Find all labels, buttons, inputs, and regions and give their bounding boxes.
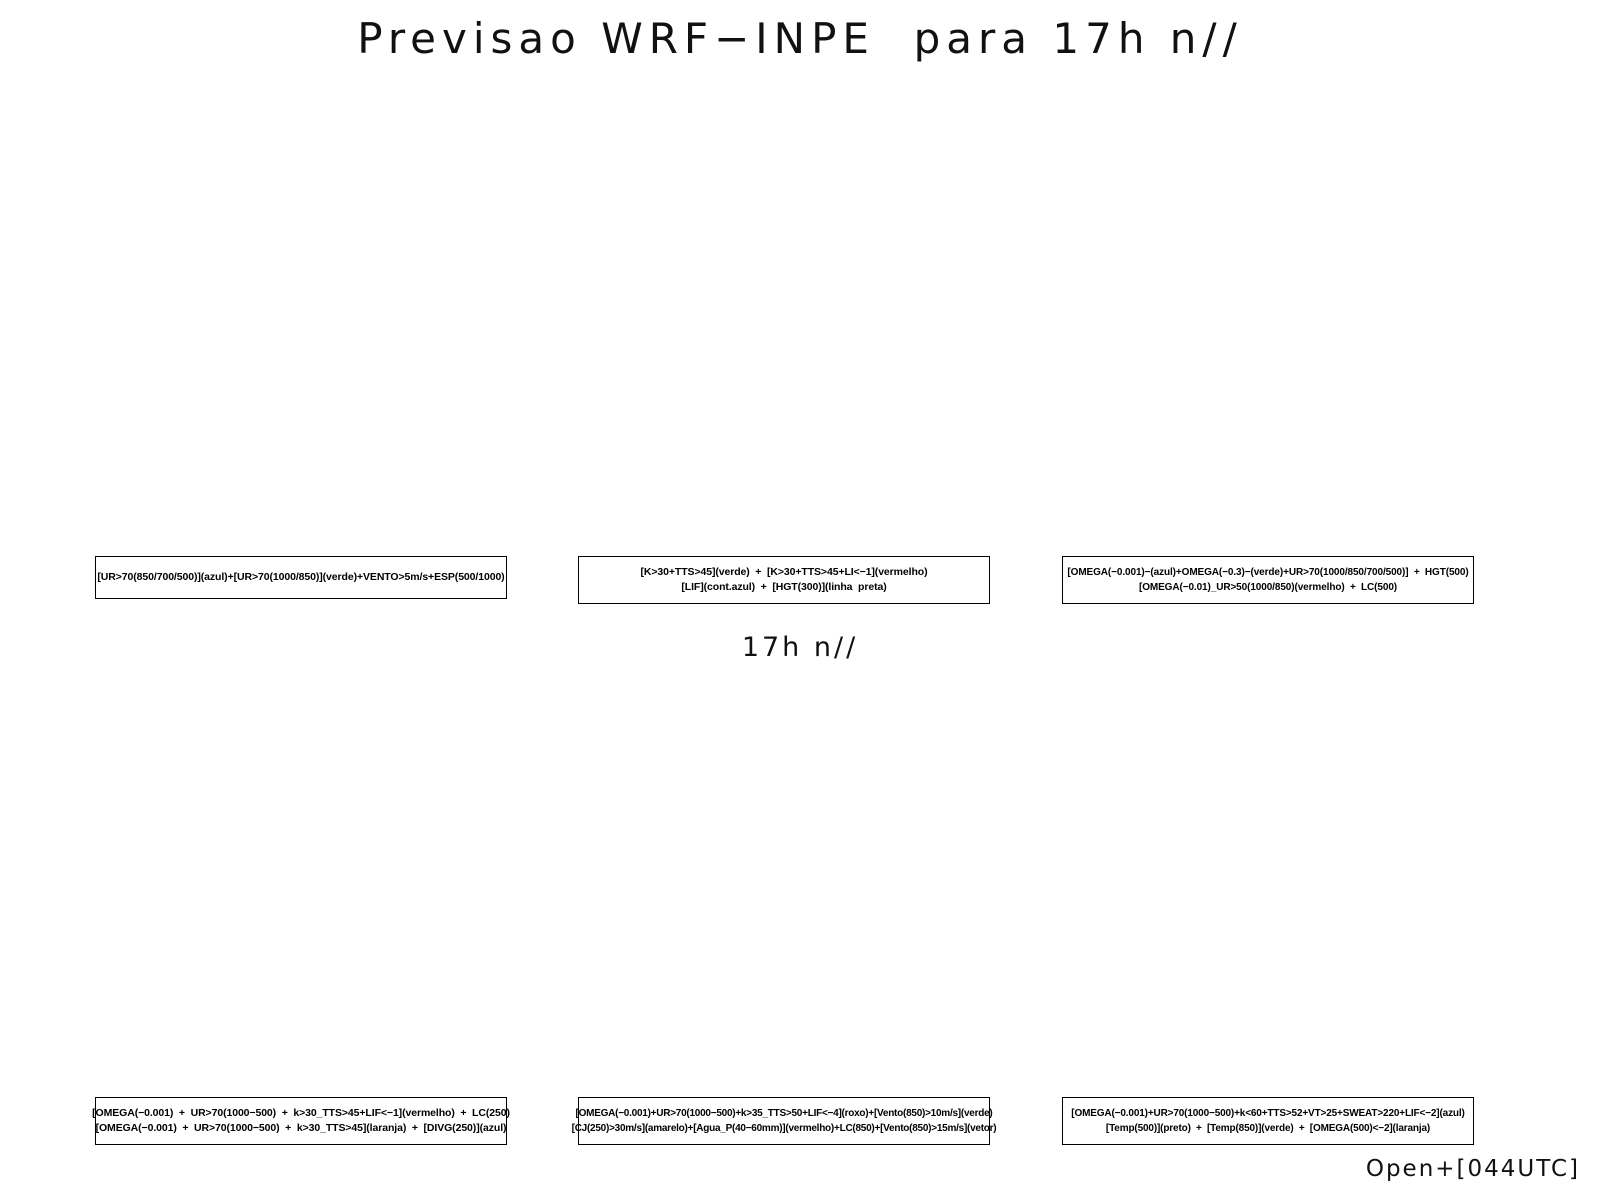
legend-line: [LIF](cont.azul) + [HGT(300)](linha preta)	[681, 581, 887, 593]
legend-line: [OMEGA(−0.001)+UR>70(1000−500)+k>35_TTS>50+LIF<−4](roxo)+[Vento(850)>10m/s](verde)	[575, 1108, 993, 1119]
bottom-right-stamp: Open+[044UTC]	[1365, 1156, 1580, 1182]
legend-line: [OMEGA(−0.01)_UR>50(1000/850)(vermelho) + LC(500)	[1138, 582, 1398, 593]
page-title: Previsao WRF−INPE para 17h n//	[357, 14, 1243, 63]
legend-box-top-left	[95, 556, 507, 599]
legend-line: [UR>70(850/700/500)](azul)+[UR>70(1000/850)](verde)+VENTO>5m/s+ESP(500/1000)	[97, 571, 505, 583]
legend-line: [K>30+TTS>45](verde) + [K>30+TTS>45+LI<−1](vermelho)	[640, 566, 928, 578]
legend-line: [Temp(500)](preto) + [Temp(850)](verde) + [OMEGA(500)<−2](laranja)	[1105, 1123, 1431, 1134]
legend-box-bottom-right	[1062, 1097, 1474, 1145]
middle-caption: 17h n//	[741, 632, 859, 663]
legend-line: [OMEGA(−0.001)−(azul)+OMEGA(−0.3)−(verde)+UR>70(1000/850/700/500)] + HGT(500)	[1067, 567, 1469, 578]
legend-line: [OMEGA(−0.001)+UR>70(1000−500)+k<60+TTS>52+VT>25+SWEAT>220+LIF<−2](azul)	[1071, 1108, 1465, 1119]
legend-box-bottom-left	[92, 1097, 510, 1145]
legend-line: [OMEGA(−0.001) + UR>70(1000−500) + k>30_TTS>45](laranja) + [DIVG(250)](azul)	[95, 1122, 507, 1134]
legend-line: [OMEGA(−0.001) + UR>70(1000−500) + k>30_TTS>45+LIF<−1](vermelho) + LC(250)	[92, 1107, 510, 1119]
legend-box-top-center	[578, 556, 990, 604]
legend-box-bottom-center	[571, 1097, 997, 1145]
legend-box-top-right	[1062, 556, 1474, 604]
legend-line: [CJ(250)>30m/s](amarelo)+[Agua_P(40−60mm)](vermelho)+LC(850)+[Vento(850)>15m/s](vetor)	[571, 1123, 997, 1134]
